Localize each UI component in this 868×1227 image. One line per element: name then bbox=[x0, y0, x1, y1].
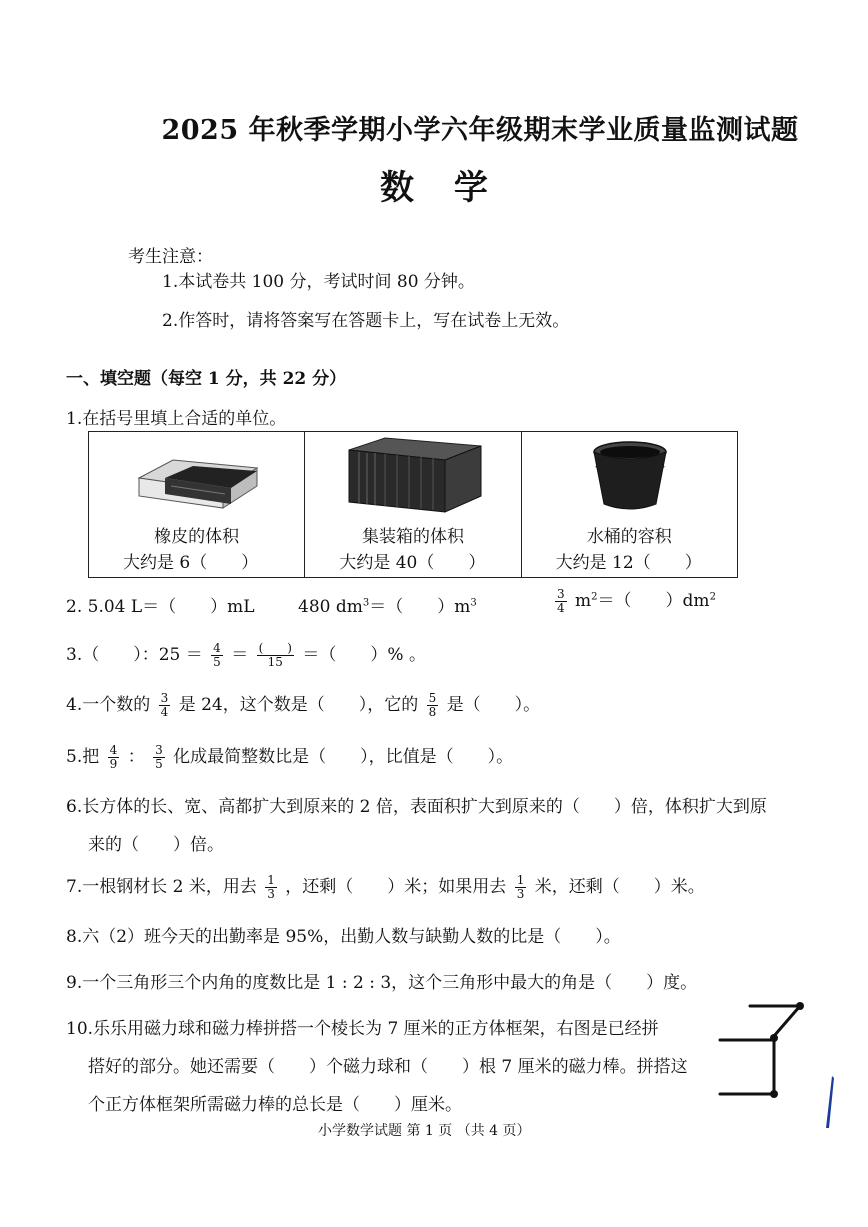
eraser-caption: 橡皮的体积 bbox=[154, 527, 240, 547]
page-footer: 小学数学试题 第 1 页 （共 4 页） bbox=[318, 1123, 531, 1139]
notice-label: 考生注意： bbox=[128, 247, 213, 267]
cube-frame-diagram bbox=[712, 996, 822, 1104]
bucket-answer: 大约是 12（ ） bbox=[555, 553, 702, 573]
eraser-image bbox=[131, 450, 261, 510]
bucket-image bbox=[590, 436, 670, 514]
question-10-line-1: 10.乐乐用磁力球和磁力棒拼搭一个棱长为 7 厘米的正方体框架，右图是已经拼 bbox=[66, 1019, 659, 1039]
subject-title: 数 学 bbox=[380, 168, 502, 208]
question-3: 3.（ ）：25 ＝ $\frac{4}{5}$ ＝ $\frac{( )}{15}$ ＝（ ）% 。 bbox=[66, 641, 426, 669]
notice-item-1: 1.本试卷共 100 分，考试时间 80 分钟。 bbox=[162, 272, 475, 292]
bucket-cell bbox=[522, 432, 737, 577]
container-answer: 大约是 40（ ） bbox=[339, 553, 486, 573]
question-7: 7.一根钢材长 2 米，用去 $\frac{1}{3}$ ，还剩（ ）米；如果用去 $\frac{1}{3}$ 米，还剩（ ）米。 bbox=[66, 873, 705, 901]
fraction: $\frac{( )}{15}$ bbox=[258, 641, 292, 669]
question-2-part-a: 2. 5.04 L＝（ ）mL bbox=[66, 597, 255, 617]
fraction: $\frac{3}{4}$ bbox=[557, 587, 565, 615]
question-1-stem: 1.在括号里填上合适的单位。 bbox=[66, 409, 287, 429]
pen-mark bbox=[822, 1076, 836, 1132]
question-5: 5.把 $\frac{4}{9}$ ： $\frac{3}{5}$ 化成最简整数比是（ ），比值是（ ）。 bbox=[66, 743, 514, 771]
eraser-answer: 大约是 6（ ） bbox=[123, 553, 259, 573]
question-10-line-3: 个正方体框架所需磁力棒的总长是（ ）厘米。 bbox=[88, 1095, 462, 1115]
question-9: 9.一个三角形三个内角的度数比是 1 : 2 : 3，这个三角形中最大的角是（ ）度。 bbox=[66, 973, 698, 993]
question-8: 8.六（2）班今天的出勤率是 95%，出勤人数与缺勤人数的比是（ ）。 bbox=[66, 927, 621, 947]
container-caption: 集装箱的体积 bbox=[361, 527, 464, 547]
question-1-picture-table bbox=[88, 431, 738, 578]
question-6-line-1: 6.长方体的长、宽、高都扩大到原来的 2 倍，表面积扩大到原来的（ ）倍，体积扩大到原 bbox=[66, 797, 767, 817]
question-6-line-2: 来的（ ）倍。 bbox=[88, 835, 224, 855]
question-2-part-c: $\frac{3}{4}$ $m^2=$（ ）$dm^2$ bbox=[557, 587, 716, 615]
fraction: $\frac{1}{3}$ bbox=[516, 873, 525, 901]
fraction: $\frac{1}{3}$ bbox=[267, 873, 275, 901]
question-2-part-b: 480 $dm^3=$（ ）$m^3$ bbox=[298, 597, 477, 617]
notice-item-2: 2.作答时，请将答案写在答题卡上，写在试卷上无效。 bbox=[162, 311, 570, 331]
question-4: 4.一个数的 $\frac{3}{4}$ 是 24，这个数是（ ），它的 $\frac{5}{8}$ 是（ ）。 bbox=[66, 691, 541, 719]
section-heading: 一、填空题（每空 1 分，共 22 分） bbox=[66, 369, 347, 389]
bucket-caption: 水桶的容积 bbox=[586, 527, 672, 547]
container-cell bbox=[305, 432, 521, 577]
fraction: $\frac{5}{8}$ bbox=[428, 691, 437, 719]
eraser-cell bbox=[89, 432, 305, 577]
question-10-line-2: 搭好的部分。她还需要（ ）个磁力球和（ ）根 7 厘米的磁力棒。拼搭这 bbox=[88, 1057, 688, 1077]
fraction: $\frac{4}{9}$ bbox=[109, 743, 118, 771]
shipping-container-image bbox=[345, 436, 485, 514]
fraction: $\frac{3}{5}$ bbox=[155, 743, 163, 771]
fraction: $\frac{4}{5}$ bbox=[213, 641, 221, 669]
fraction: $\frac{3}{4}$ bbox=[160, 691, 169, 719]
exam-title: 2025 年秋季学期小学六年级期末学业质量监测试题 bbox=[161, 115, 799, 146]
